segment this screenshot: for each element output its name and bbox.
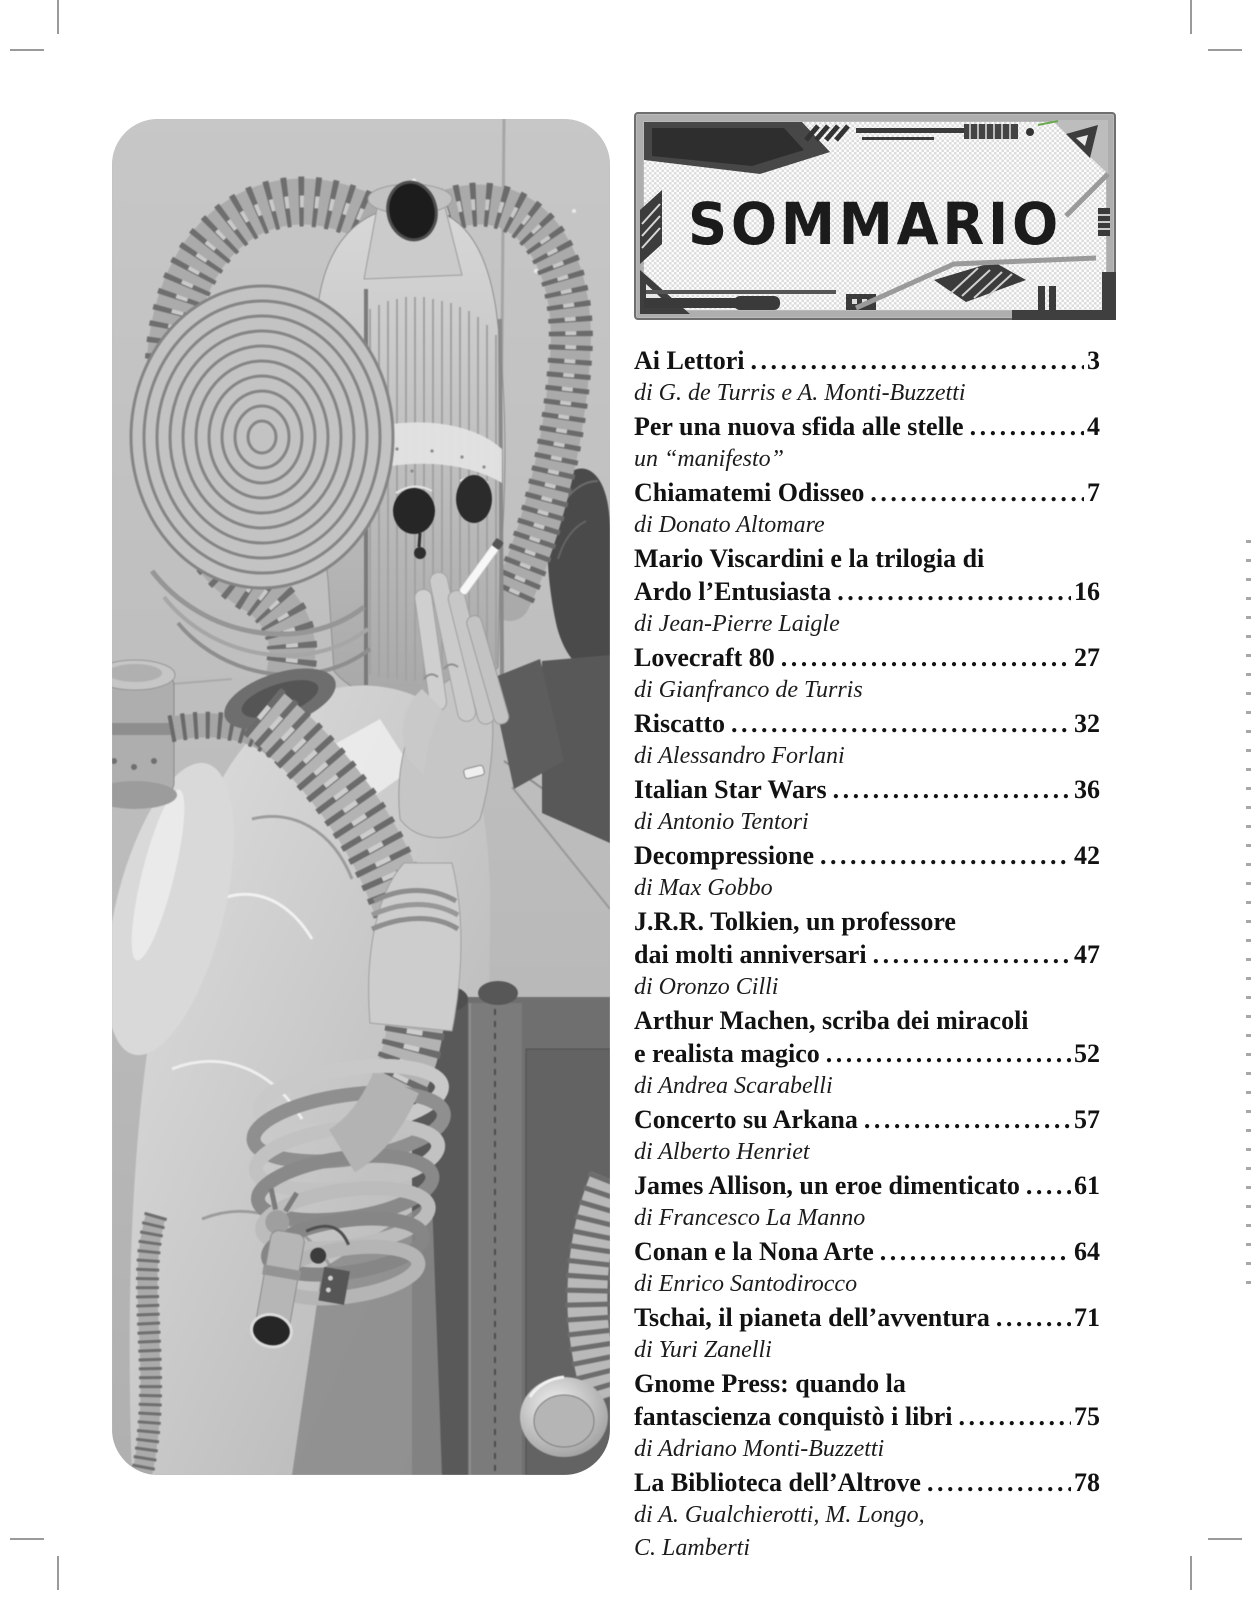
- toc-title-line: [634, 1301, 1100, 1334]
- crop-mark: [1190, 0, 1192, 34]
- toc-item-author: di Alessandro Forlani: [634, 743, 845, 769]
- toc-page-number: 71: [1074, 1303, 1100, 1332]
- crop-mark: [57, 0, 59, 34]
- crop-mark: [10, 1538, 44, 1540]
- toc-item-author: di A. Gualchierotti, M. Longo,: [634, 1502, 925, 1528]
- toc-title-line: [634, 1400, 1100, 1433]
- toc-entry: [634, 1004, 1100, 1103]
- toc-item-author: di Jean-Pierre Laigle: [634, 611, 840, 637]
- toc-page-number: 52: [1074, 1039, 1100, 1068]
- sommario-title: SOMMARIO: [688, 190, 1062, 258]
- toc-item-author: di Antonio Tentori: [634, 809, 809, 835]
- toc-entry: [634, 707, 1100, 773]
- toc-entry: [634, 905, 1100, 1004]
- toc-title-line: [634, 410, 1100, 443]
- toc-item-author: un “manifesto”: [634, 446, 785, 472]
- toc-title-line: [634, 773, 1100, 806]
- toc-item-title: Tschai, il pianeta dell’avventura: [634, 1303, 990, 1332]
- cover-photo: [112, 119, 610, 1475]
- dot-leader: [927, 1466, 1071, 1499]
- toc-title-line: [634, 905, 1100, 938]
- dot-leader: [870, 476, 1084, 509]
- toc-page-number: 61: [1074, 1171, 1100, 1200]
- dot-leader: [880, 1235, 1071, 1268]
- crop-mark: [10, 49, 44, 51]
- crop-mark: [1208, 49, 1242, 51]
- toc-title-line: [634, 1004, 1100, 1037]
- toc-entry: [634, 641, 1100, 707]
- toc-title-line: [634, 1169, 1100, 1202]
- toc-entry: [634, 839, 1100, 905]
- toc-entry: [634, 476, 1100, 542]
- toc-item-title: Ardo l’Entusiasta: [634, 577, 832, 606]
- toc-item-title: J.R.R. Tolkien, un professore: [634, 907, 956, 936]
- toc-title-line: [634, 938, 1100, 971]
- dot-leader: [731, 707, 1071, 740]
- toc-item-title: Gnome Press: quando la: [634, 1369, 906, 1398]
- dot-leader: [750, 344, 1084, 377]
- toc-item-title: Concerto su Arkana: [634, 1105, 858, 1134]
- toc-item-title: Lovecraft 80: [634, 643, 775, 672]
- toc-item-author: di Adriano Monti-Buzzetti: [634, 1436, 885, 1462]
- crop-mark: [1190, 1556, 1192, 1590]
- dot-leader: [837, 575, 1071, 608]
- dot-leader: [873, 938, 1071, 971]
- toc-item-title: fantascienza conquistò i libri: [634, 1402, 953, 1431]
- toc-item-title: Italian Star Wars: [634, 775, 827, 804]
- toc-item-author: di Oronzo Cilli: [634, 974, 779, 1000]
- toc-title-line: [634, 707, 1100, 740]
- toc-title-line: [634, 1103, 1100, 1136]
- toc-item-title: James Allison, un eroe dimenticato: [634, 1171, 1020, 1200]
- toc-title-line: [634, 476, 1100, 509]
- dot-leader: [970, 410, 1084, 443]
- toc-entry: [634, 1235, 1100, 1301]
- toc-item-author: di Enrico Santodirocco: [634, 1271, 858, 1297]
- head-funnel: [364, 178, 462, 279]
- toc-page-number: 42: [1074, 841, 1100, 870]
- dot-leader: [864, 1103, 1071, 1136]
- toc-item-author: di Yuri Zanelli: [634, 1337, 772, 1363]
- dot-leader: [1026, 1169, 1071, 1202]
- dot-leader: [959, 1400, 1071, 1433]
- toc-item-title: La Biblioteca dell’Altrove: [634, 1468, 921, 1497]
- toc-entry: [634, 410, 1100, 476]
- toc-title-line: [634, 575, 1100, 608]
- toc-item-author: di G. de Turris e A. Monti-Buzzetti: [634, 380, 966, 406]
- sommario-frame-svg: [634, 112, 1116, 320]
- toc-item-title: dai molti anniversari: [634, 940, 867, 969]
- page-edge-print-marks: [1246, 540, 1251, 1300]
- toc-page-number: 47: [1074, 940, 1100, 969]
- toc-entry: [634, 1466, 1100, 1565]
- dot-leader: [996, 1301, 1071, 1334]
- dot-leader: [820, 839, 1071, 872]
- toc-page-number: 32: [1074, 709, 1100, 738]
- toc-item-title: Mario Viscardini e la trilogia di: [634, 544, 985, 573]
- toc-entry: [634, 773, 1100, 839]
- toc-page-number: 64: [1074, 1237, 1100, 1266]
- toc-title-line: [634, 839, 1100, 872]
- toc-item-title: Riscatto: [634, 709, 725, 738]
- crop-mark: [57, 1556, 59, 1590]
- toc-page-number: 36: [1074, 775, 1100, 804]
- toc-item-title: Arthur Machen, scriba dei miracoli: [634, 1006, 1029, 1035]
- toc-item-author: di Donato Altomare: [634, 512, 825, 538]
- toc-title-line: [634, 542, 1100, 575]
- toc-item-title: Per una nuova sfida alle stelle: [634, 412, 964, 441]
- dot-leader: [826, 1037, 1071, 1070]
- crop-mark: [1208, 1538, 1242, 1540]
- toc-page-number: 4: [1087, 412, 1100, 441]
- toc-title-line: [634, 1466, 1100, 1499]
- toc-title-line: [634, 1235, 1100, 1268]
- toc-page-number: 78: [1074, 1468, 1100, 1497]
- toc-item-title: Conan e la Nona Arte: [634, 1237, 874, 1266]
- toc-entry: [634, 1169, 1100, 1235]
- toc-title-line: [634, 344, 1100, 377]
- toc-item-author: di Alberto Henriet: [634, 1139, 810, 1165]
- toc-item-title: Ai Lettori: [634, 346, 745, 375]
- toc-entry: [634, 542, 1100, 641]
- toc-page-number: 16: [1074, 577, 1100, 606]
- toc-title-line: [634, 1367, 1100, 1400]
- toc-page-number: 3: [1087, 346, 1100, 375]
- toc-item-title: Chiamatemi Odisseo: [634, 478, 865, 507]
- toc-page-number: 27: [1074, 643, 1100, 672]
- robot-photo-svg: [112, 119, 610, 1475]
- toc-page-number: 7: [1087, 478, 1100, 507]
- toc-entry: [634, 1103, 1100, 1169]
- dot-leader: [781, 641, 1071, 674]
- toc-page-number: 57: [1074, 1105, 1100, 1134]
- toc-entry: [634, 1367, 1100, 1466]
- toc-title-line: [634, 1037, 1100, 1070]
- toc-entry: [634, 344, 1100, 410]
- toc-item-author: di Max Gobbo: [634, 875, 773, 901]
- toc-item-author: di Andrea Scarabelli: [634, 1073, 833, 1099]
- toc-page-number: 75: [1074, 1402, 1100, 1431]
- sommario-header-box: [634, 112, 1116, 320]
- toc-title-line: [634, 641, 1100, 674]
- toc-entry: [634, 1301, 1100, 1367]
- toc-item-title: e realista magico: [634, 1039, 820, 1068]
- dot-leader: [833, 773, 1071, 806]
- lower-left-hose: [142, 1215, 156, 1475]
- toc-item-author: di Francesco La Manno: [634, 1205, 866, 1231]
- toc-item-author: di Gianfranco de Turris: [634, 677, 863, 703]
- toc-list: [634, 344, 1100, 1565]
- toc-item-title: Decompressione: [634, 841, 815, 870]
- toc-item-author: C. Lamberti: [634, 1535, 751, 1561]
